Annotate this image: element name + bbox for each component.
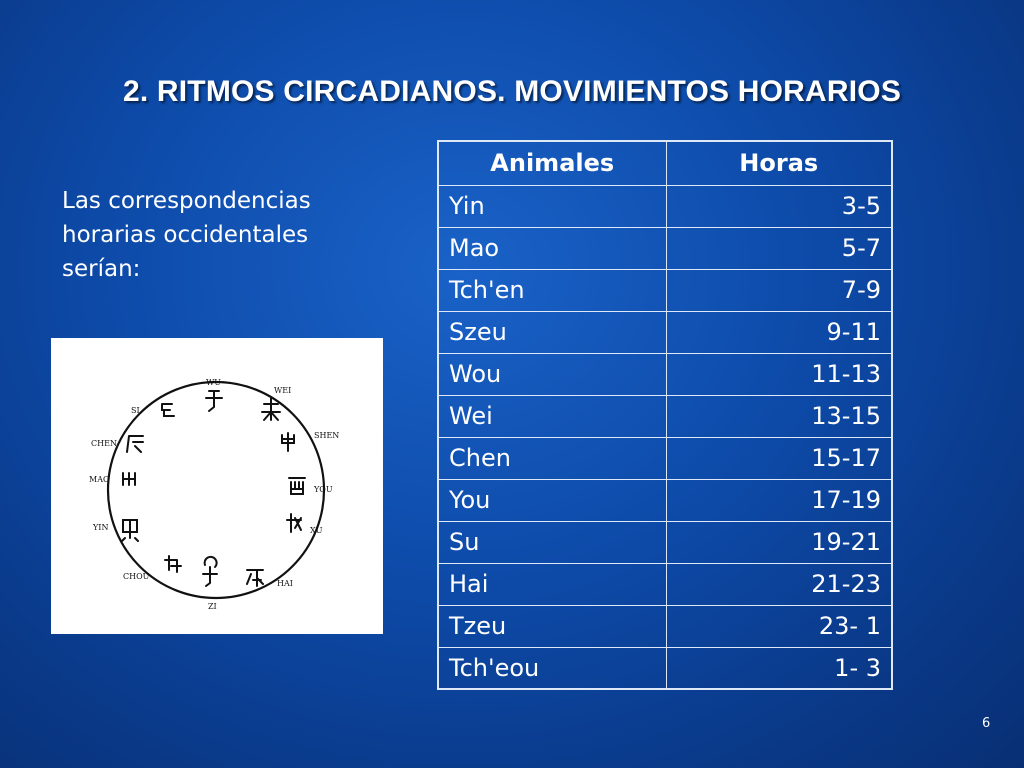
hours-cell: 5-7	[666, 227, 892, 269]
table-row	[438, 185, 892, 227]
dial-label-yin: YIN	[93, 523, 109, 532]
dial-label-si: SI	[131, 406, 140, 415]
page-number: 6	[982, 716, 991, 731]
table-row	[438, 353, 892, 395]
intro-text: Las correspondencias horarias occidentales serían:	[62, 188, 311, 282]
hours-cell: 1- 3	[666, 647, 892, 689]
dial-label-chen: CHEN	[91, 439, 117, 448]
animal-cell: Szeu	[438, 311, 666, 353]
animal-cell: Tzeu	[438, 605, 666, 647]
table-row	[438, 563, 892, 605]
dial-label-shen: SHEN	[314, 431, 340, 440]
zodiac-hour-dial-svg	[51, 338, 383, 634]
seal-glyph-you	[289, 478, 305, 494]
seal-glyph-mao	[123, 473, 135, 485]
animal-cell: Yin	[438, 185, 666, 227]
animal-cell: Chen	[438, 437, 666, 479]
table-row	[438, 605, 892, 647]
dial-label-chou: CHOU	[123, 572, 150, 581]
zodiac-hour-dial-figure	[51, 338, 383, 634]
table-row	[438, 521, 892, 563]
table-row	[438, 311, 892, 353]
animal-cell: Tch'en	[438, 269, 666, 311]
hours-cell: 23- 1	[666, 605, 892, 647]
seal-glyph-hai	[247, 570, 263, 586]
seal-glyph-xu	[287, 514, 301, 532]
seal-glyph-yin	[122, 520, 138, 541]
table-row	[438, 227, 892, 269]
hours-cell: 9-11	[666, 311, 892, 353]
seal-glyph-chou	[165, 556, 181, 572]
table-row	[438, 647, 892, 689]
animal-cell: Tch'eou	[438, 647, 666, 689]
dial-label-xu: XU	[310, 526, 323, 535]
seal-glyph-shen	[282, 433, 294, 451]
hours-cell: 11-13	[666, 353, 892, 395]
dial-label-hai: HAI	[277, 579, 293, 588]
hours-cell: 21-23	[666, 563, 892, 605]
dial-label-zi: ZI	[208, 602, 217, 611]
table-header-row	[438, 141, 892, 185]
seal-glyph-chen	[127, 436, 143, 452]
hours-cell: 3-5	[666, 185, 892, 227]
table-row	[438, 437, 892, 479]
animal-cell: Su	[438, 521, 666, 563]
dial-label-you: YOU	[314, 485, 333, 494]
table-row	[438, 269, 892, 311]
seal-glyph-si	[162, 404, 174, 416]
table-row	[438, 395, 892, 437]
dial-label-wu: WU	[206, 378, 221, 387]
hours-cell: 15-17	[666, 437, 892, 479]
table-row	[438, 479, 892, 521]
animal-cell: Wou	[438, 353, 666, 395]
seal-glyph-zi	[203, 557, 217, 586]
hours-cell: 17-19	[666, 479, 892, 521]
animal-cell: You	[438, 479, 666, 521]
dial-label-mao: MAO	[89, 475, 110, 484]
hours-cell: 7-9	[666, 269, 892, 311]
hours-cell: 13-15	[666, 395, 892, 437]
animal-cell: Mao	[438, 227, 666, 269]
animal-hours-table	[437, 140, 893, 690]
header-animales: Animales	[438, 141, 666, 185]
seal-glyph-wu	[206, 391, 222, 411]
animal-cell: Wei	[438, 395, 666, 437]
slide-title: 2. RITMOS CIRCADIANOS. MOVIMIENTOS HORARIOS	[122, 75, 902, 108]
header-horas: Horas	[666, 141, 892, 185]
hours-cell: 19-21	[666, 521, 892, 563]
dial-label-wei: WEI	[274, 386, 292, 395]
animal-cell: Hai	[438, 563, 666, 605]
